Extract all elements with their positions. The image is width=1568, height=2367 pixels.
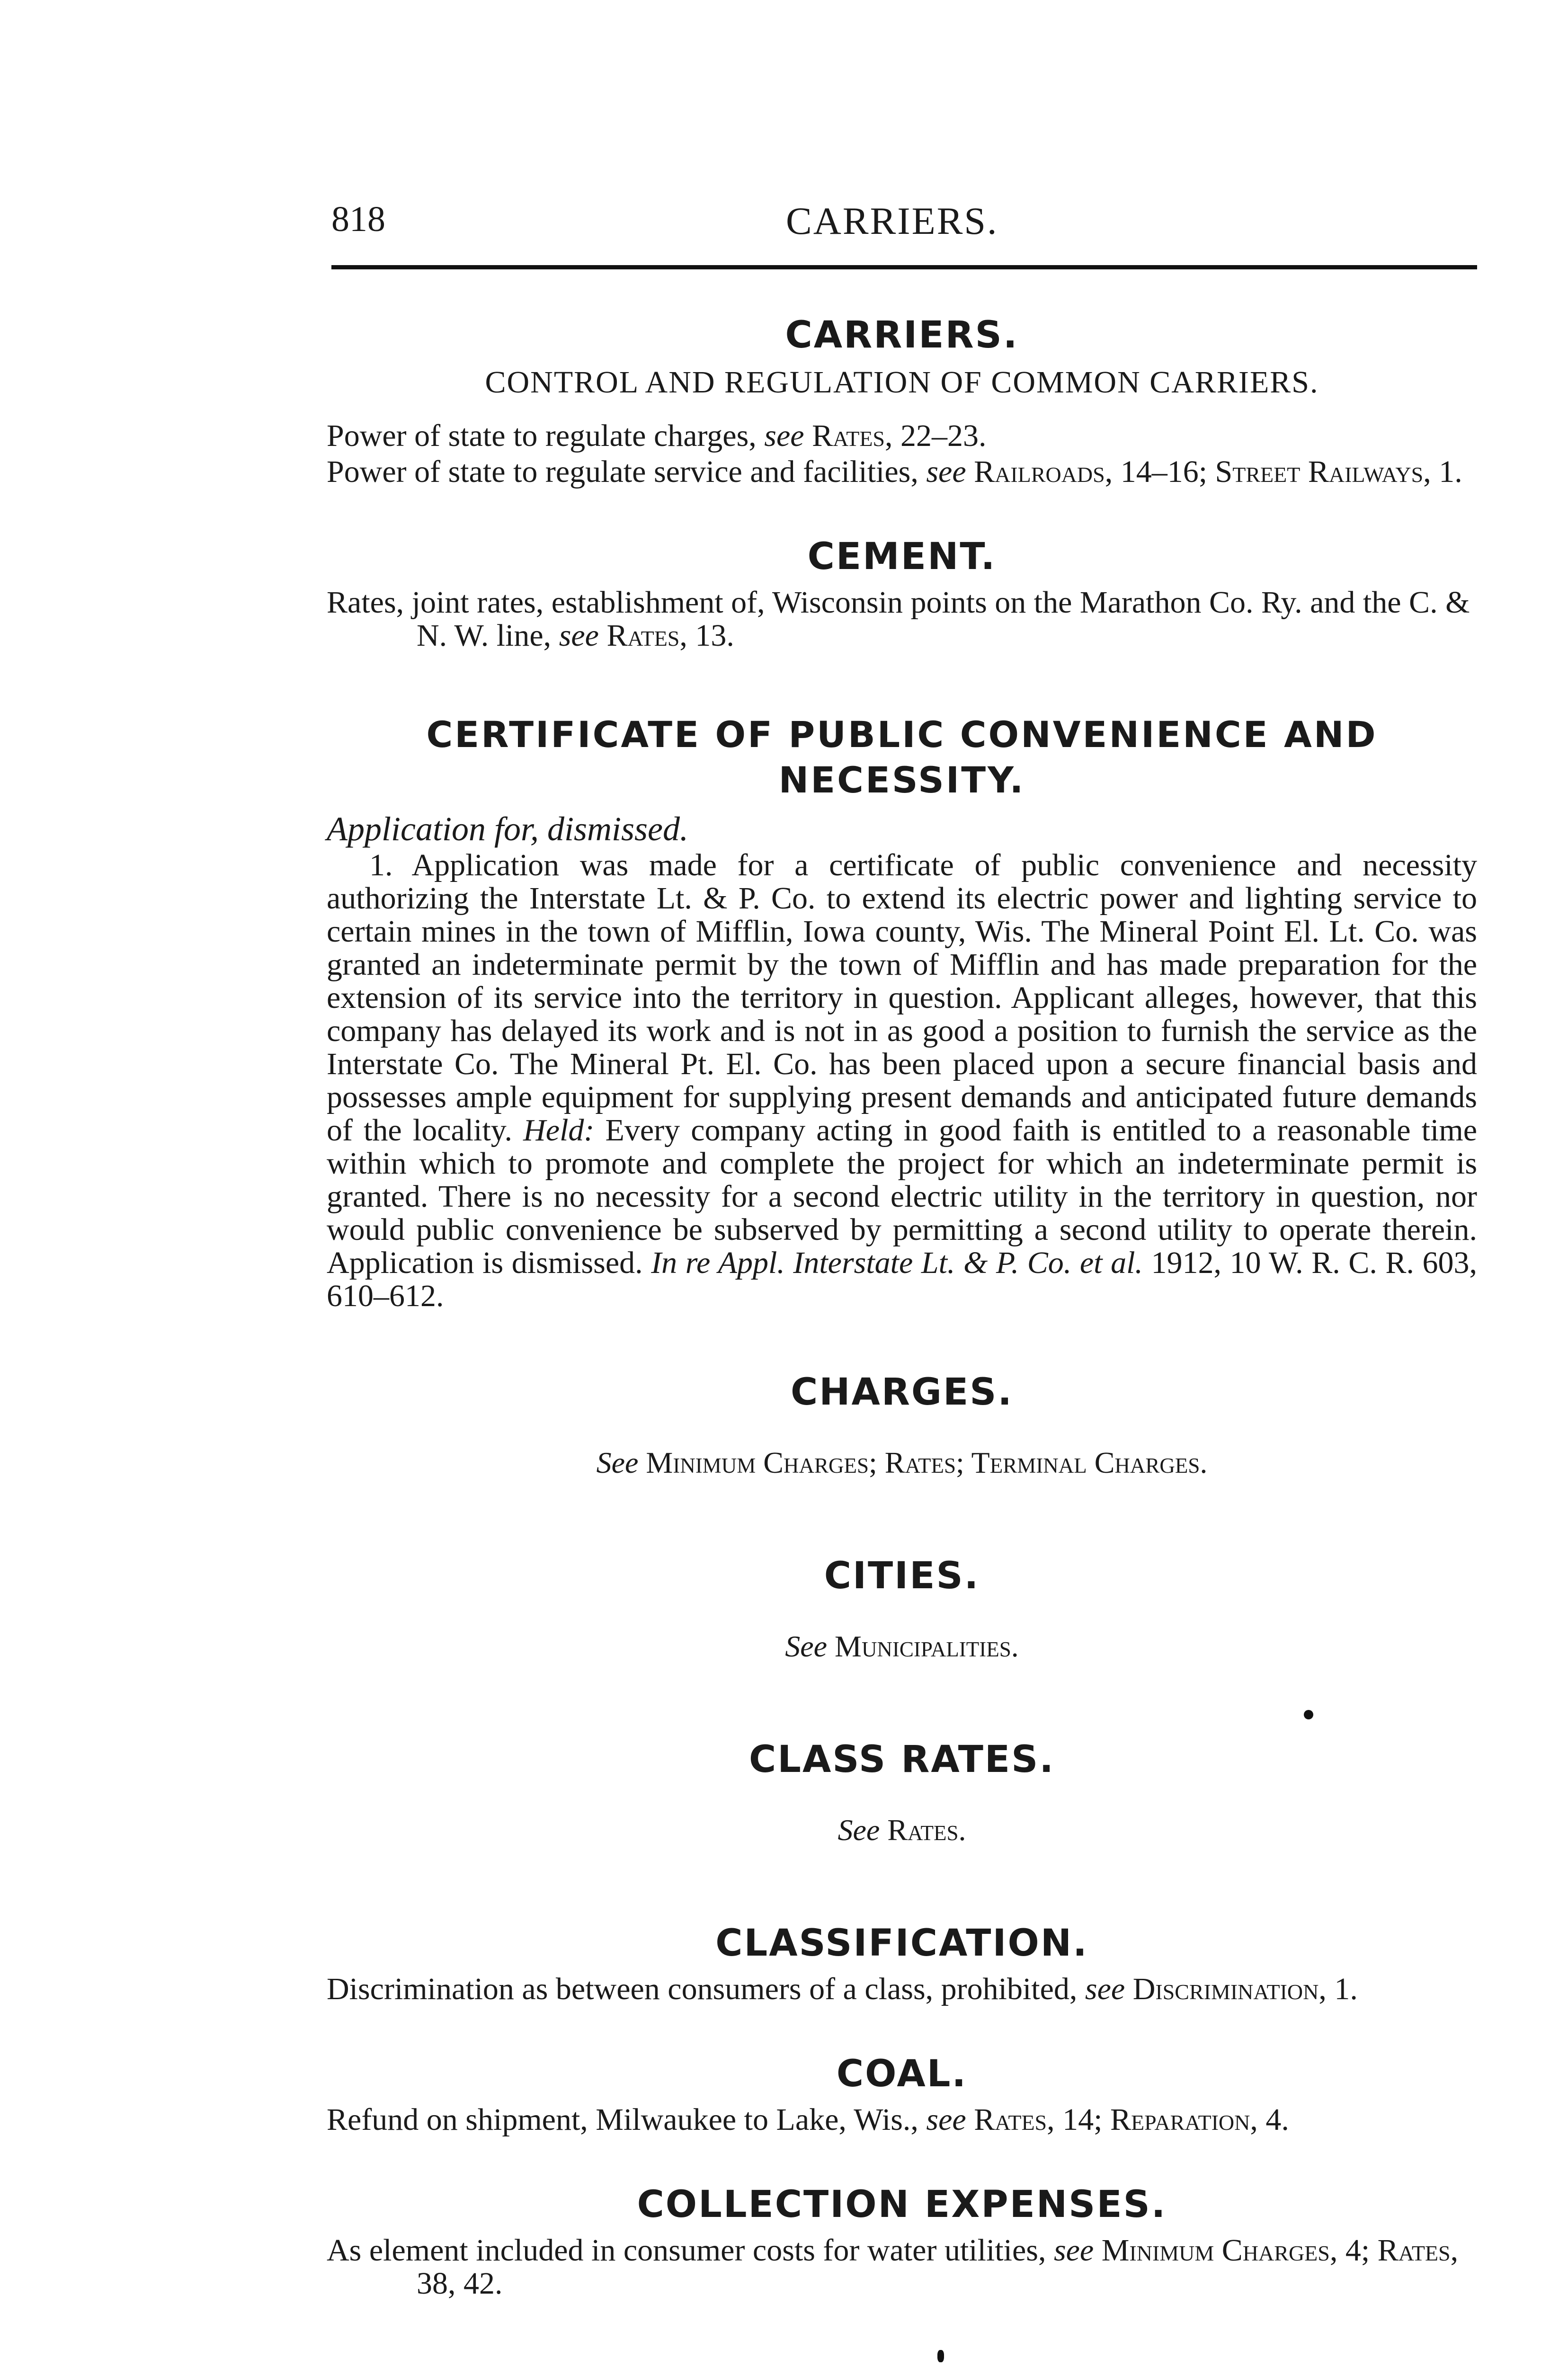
cross-reference: Discrimination, 1. xyxy=(1125,1972,1358,2006)
running-title: CARRIERS. xyxy=(786,199,998,242)
index-entry xyxy=(327,455,1477,489)
cross-reference: Rates. xyxy=(880,1813,966,1847)
entry-text: Rates, joint rates, establishment of, Wisconsin points on the Marathon Co. Ry. and the C. & N. W. line, xyxy=(327,585,1470,653)
see-label: See xyxy=(785,1629,828,1663)
see-label: see xyxy=(1053,2233,1094,2268)
entry-text: As element included in consumer costs for water utilities, xyxy=(327,2233,1054,2268)
heading-line-2: NECESSITY. xyxy=(778,759,1025,801)
section-heading xyxy=(327,712,1477,803)
see-label: see xyxy=(926,2102,966,2137)
section-heading: CEMENT. xyxy=(807,535,997,578)
paragraph-text: 1. Application was made for a certificate of public convenience and necessity authorizing the Interstate Lt. & P. Co. to extend its electric power and lighting service to certain mines in the town of Mifflin, Iowa county, Wis. The Mineral Point El. Lt. Co. was granted an indeterminate permit by the town of Mifflin and has made preparation for the extension of its service into the territory in question. Applicant alleges, however, that this company has delayed its work and is not in as good a position to furnish the service as the Interstate Co. The Mineral Pt. El. Co. has been placed upon a secure financial basis and possesses ample equipment for supplying present demands and anticipated future demands of the locality. xyxy=(327,848,1477,1148)
section-charges xyxy=(327,1370,1477,1480)
spacer xyxy=(327,491,1477,534)
topic-title: Application for, dismissed. xyxy=(327,810,689,848)
section-cities xyxy=(327,1553,1477,1664)
section-coal xyxy=(327,2051,1477,2136)
section-heading: COAL. xyxy=(836,2053,968,2095)
section-subheading: CONTROL AND REGULATION OF COMMON CARRIERS. xyxy=(485,365,1319,400)
case-paragraph xyxy=(327,849,1477,1313)
see-also-line xyxy=(327,1629,1477,1664)
spacer xyxy=(327,1313,1477,1370)
section-class-rates xyxy=(327,1737,1477,1848)
cross-reference: Minimum Charges, 4; Rates, 38, 42. xyxy=(417,2233,1459,2301)
index-entry xyxy=(327,419,1477,453)
case-citation-name: In re Appl. Interstate Lt. & P. Co. et al. xyxy=(651,1246,1143,1280)
section-carriers xyxy=(327,312,1477,489)
index-entry xyxy=(327,2103,1477,2136)
spacer xyxy=(327,2139,1477,2182)
ink-spot xyxy=(937,2350,944,2362)
heading-line-1: CERTIFICATE OF PUBLIC CONVENIENCE AND xyxy=(426,713,1378,756)
cross-reference: Railroads, 14–16; Street Railways, 1. xyxy=(966,454,1462,489)
section-heading: CHARGES. xyxy=(790,1371,1014,1414)
section-classification xyxy=(327,1921,1477,2006)
section-certificate xyxy=(327,712,1477,1313)
section-heading: CITIES. xyxy=(824,1555,980,1597)
entry-text: Discrimination as between consumers of a class, prohibited, xyxy=(327,1972,1085,2006)
see-label: see xyxy=(559,618,599,653)
spacer xyxy=(327,1878,1477,1921)
entry-text: Power of state to regulate charges, xyxy=(327,418,765,453)
spacer xyxy=(327,2009,1477,2051)
section-heading: CARRIERS. xyxy=(785,314,1019,356)
cross-reference: Rates, 14; Reparation, 4. xyxy=(966,2102,1289,2137)
entry-text: Power of state to regulate service and facilities, xyxy=(327,454,927,489)
entry-text: Refund on shipment, Milwaukee to Lake, Wis., xyxy=(327,2102,927,2137)
spacer xyxy=(327,655,1477,712)
section-heading: CLASSIFICATION. xyxy=(715,1922,1088,1965)
section-heading: CLASS RATES. xyxy=(749,1738,1055,1781)
index-entry xyxy=(327,2234,1477,2300)
header-rule xyxy=(331,265,1477,269)
ink-spot xyxy=(1304,1710,1313,1719)
cross-reference: Rates, 22–23. xyxy=(804,418,987,453)
cross-reference: Municipalities. xyxy=(827,1629,1019,1663)
case-citation-reporter: 1912, 10 W. R. C. R. 603, 610–612. xyxy=(327,1246,1477,1313)
section-heading: COLLECTION EXPENSES. xyxy=(637,2183,1167,2226)
see-also-line xyxy=(327,1445,1477,1480)
see-label: see xyxy=(764,418,804,453)
cross-reference: Rates, 13. xyxy=(598,618,734,653)
index-entry xyxy=(327,586,1477,652)
page-number: 818 xyxy=(331,199,385,239)
section-cement xyxy=(327,534,1477,652)
see-label: See xyxy=(596,1446,639,1479)
see-label: See xyxy=(837,1813,880,1847)
holding-text: Every company acting in good faith is entitled to a reasonable time within which to promote and complete the project for which an indeterminate permit is granted. There is no necessity for a second electric utility in the territory in question, nor would public convenience be subserved by permitting a second utility to operate therein. Application is dismissed. xyxy=(327,1113,1477,1280)
section-collection-expenses xyxy=(327,2182,1477,2300)
index-column xyxy=(327,312,1477,2303)
spacer xyxy=(327,1511,1477,1553)
index-entry xyxy=(327,1973,1477,2006)
see-also-line xyxy=(327,1813,1477,1848)
held-label: Held: xyxy=(523,1113,595,1148)
cross-reference: Minimum Charges; Rates; Terminal Charges. xyxy=(638,1446,1208,1479)
running-head xyxy=(331,199,1477,260)
see-label: see xyxy=(1085,1972,1125,2006)
see-label: see xyxy=(926,454,966,489)
